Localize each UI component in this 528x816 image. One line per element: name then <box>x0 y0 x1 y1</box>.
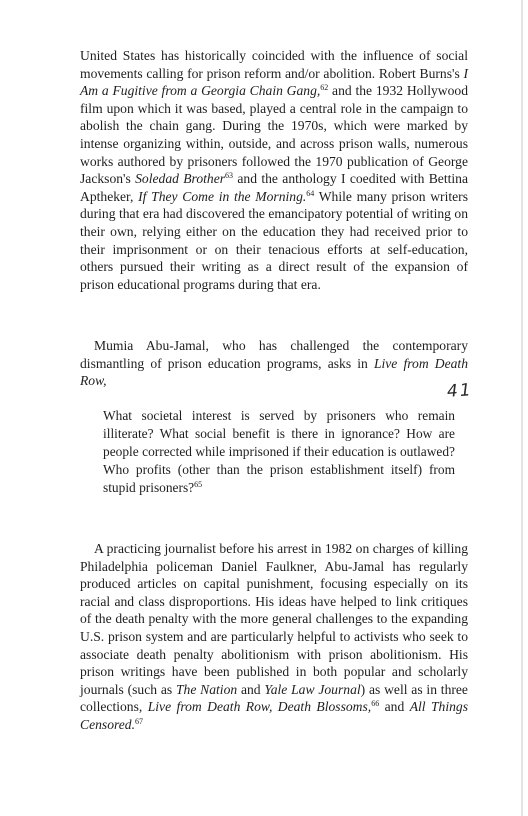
text-run: and the 1932 Hollywood film upon which it was based, played a central role in the campaign to abolish the chain gang. During the 1970s, which were marked by intense organizing within, outside, and across prison walls, numerous works authored by prisoners followed the 1970 publication of George Jackson's <box>80 83 468 187</box>
text-run: A practicing journalist before his arrest in 1982 on charges of killing Philadelphia policeman Daniel Faulkner, Abu-Jamal has regularly produced articles on capital punishment, focusing especially on its racial and class disproportions. His ideas have helped to link critiques of the death penalty with the more general challenges to the expanding U.S. prison system and are particularly helpful to activists who seek to associate death penalty abolitionism with prison abolitionism. His prison writings have been published in both popular and scholarly journals (such as <box>80 541 468 697</box>
footnote-marker: 67 <box>135 716 143 726</box>
handwritten-page-number: 41 <box>446 380 474 402</box>
journal-title: The Nation <box>175 681 238 697</box>
book-title: Live from Death Row, <box>80 355 468 389</box>
text-run: and the anthology I coedited with Bettina Aptheker, <box>80 171 468 204</box>
text-run: and <box>237 681 265 697</box>
book-title: All Things Censored. <box>80 699 468 732</box>
book-title: Live from Death Row, Death Blossoms, <box>147 699 372 715</box>
block-quote <box>103 407 455 497</box>
book-title: If They Come in the Morning. <box>138 188 307 204</box>
paragraph-abu-jamal-journalist <box>80 540 468 734</box>
footnote-marker: 65 <box>194 479 203 489</box>
footnote-marker: 64 <box>306 188 315 198</box>
quote-text: What societal interest is served by prisoners who remain illiterate? What social benefit is there in ignorance? How are people corrected while imprisoned if their education is outlawed? Who profits (other than the prison establishment itself) from stupid prisoners? <box>103 408 455 495</box>
footnote-marker: 63 <box>225 171 234 181</box>
text-run: United States has historically coincided with the influence of social movements calling for prison reform and/or abolition. Robert Burns's <box>80 48 468 81</box>
paragraph-mumia-intro <box>80 337 468 390</box>
text-run: While many prison writers during that era had discovered the emancipatory potential of writing on their own, relying either on the education they had received prior to their imprisonment or on their tenacious efforts at self-education, others pursued their writing as a direct result of the expansion of prison educational programs during that era. <box>80 188 468 292</box>
book-title: I Am a Fugitive from a Georgia Chain Gang, <box>80 65 468 99</box>
paragraph-prison-writing-history <box>80 47 468 293</box>
scan-edge-shadow <box>521 0 523 816</box>
book-title: Soledad Brother <box>135 171 226 187</box>
footnote-marker: 62 <box>320 83 329 93</box>
footnote-marker: 66 <box>371 699 380 709</box>
text-run: Mumia Abu-Jamal, who has challenged the contemporary dismantling of prison education programs, asks in <box>80 338 468 371</box>
journal-title: Yale Law Journal <box>264 681 361 697</box>
text-run: and <box>379 699 410 715</box>
text-run: ) as well as in three collections, <box>80 681 468 715</box>
